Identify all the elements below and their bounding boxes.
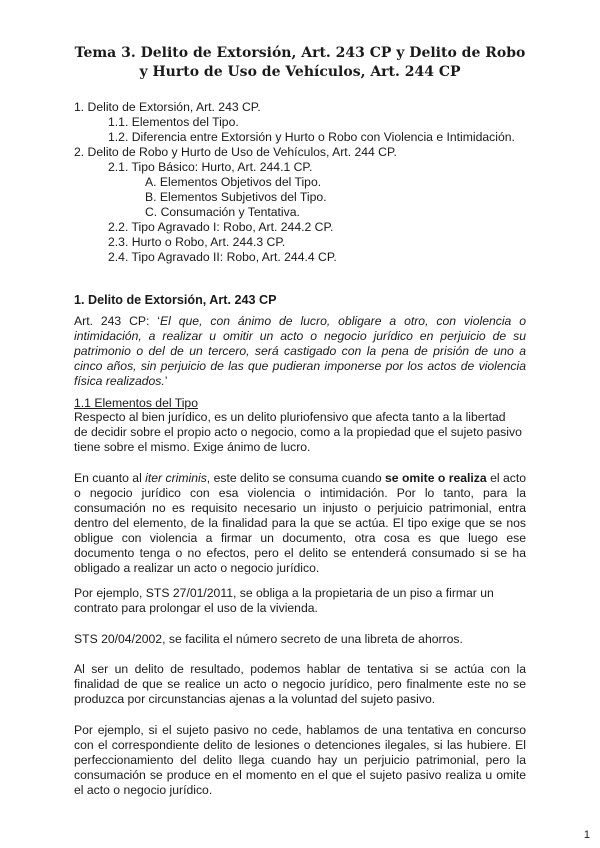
article-quote bbox=[74, 314, 526, 389]
toc-item: 1.1. Elementos del Tipo. bbox=[108, 115, 239, 129]
toc-item: 2.2. Tipo Agravado I: Robo, Art. 244.2 CP. bbox=[108, 220, 334, 234]
paragraph-text: el acto o negocio jurídico con esa violencia o intimidación. Por lo tanto, para la consumación no es requisito necesario un injusto o perjuicio patrimonial, entra dentro del elemento, de la finalidad para la que se actúa. El tipo exige que se nos obligue con violencia a firmar un documento, otra cosa es que luego ese documento tenga o no efectos, pero el delito se entenderá consumado si se ha obligado a realizar un acto o negocio jurídico. bbox=[74, 471, 526, 575]
section-heading: 1. Delito de Extorsión, Art. 243 CP bbox=[74, 293, 277, 307]
toc-item: 2.1. Tipo Básico: Hurto, Art. 244.1 CP. bbox=[108, 160, 313, 174]
paragraph-bien-juridico bbox=[74, 410, 526, 455]
quote-suffix: ’ bbox=[164, 374, 168, 388]
quote-prefix: Art. 243 CP: ‘ bbox=[74, 314, 161, 328]
paragraph-line: Respecto al bien jurídico, es un delito pluriofensivo que afecta tanto a la libertad bbox=[74, 410, 506, 424]
toc-item: 2.4. Tipo Agravado II: Robo, Art. 244.4 CP. bbox=[108, 250, 337, 264]
toc-item: 1.2. Diferencia entre Extorsión y Hurto o Robo con Violencia e Intimidación. bbox=[108, 130, 515, 144]
quote-body: El que, con ánimo de lucro, obligare a otro, con violencia o intimidación, a realizar u omitir un acto o negocio jurídico en perjuicio de su patrimonio o del de un tercero, será castigado con la pena de prisión de uno a cinco años, sin perjuicio de las que pudieran imponerse por los actos de violencia física realizados. bbox=[74, 314, 527, 388]
toc-item: 1. Delito de Extorsión, Art. 243 CP. bbox=[74, 100, 261, 114]
paragraph-text: , este delito se consuma cuando bbox=[206, 471, 386, 485]
paragraph-iter-criminis bbox=[74, 471, 526, 576]
paragraph-text: En cuanto al bbox=[74, 471, 146, 485]
table-of-contents bbox=[74, 100, 554, 265]
paragraph-text: de decidir sobre el propio acto o negocio, como a la propiedad que el sujeto pasivo tiene sobre el mismo. Exige ánimo de lucro. bbox=[74, 425, 522, 454]
toc-item: 2. Delito de Robo y Hurto de Uso de Vehículos, Art. 244 CP. bbox=[74, 145, 397, 159]
bold-term: se omite o realiza bbox=[385, 471, 487, 485]
paragraph-example-3: Por ejemplo, si el sujeto pasivo no cede, hablamos de una tentativa en concurso con el correspondiente delito de lesiones o detenciones ilegales, si las hubiere. El perfeccionamiento del delito llega cuando hay un perjuicio patrimonial, pero la consumación se produce en el momento en el que el sujeto pasivo realiza u omite el acto o negocio jurídico. bbox=[74, 723, 526, 797]
page-number: 1 bbox=[583, 829, 590, 841]
toc-item: 2.3. Hurto o Robo, Art. 244.3 CP. bbox=[108, 235, 286, 249]
toc-item: B. Elementos Subjetivos del Tipo. bbox=[145, 190, 327, 204]
paragraph-tentativa: Al ser un delito de resultado, podemos hablar de tentativa si se actúa con la finalidad de que se realice un acto o negocio jurídico, pero finalmente este no se produzca por circunstancias ajenas a la voluntad del sujeto pasivo. bbox=[74, 662, 526, 706]
toc-item: A. Elementos Objetivos del Tipo. bbox=[145, 175, 322, 189]
paragraph-example-2: STS 20/04/2002, se facilita el número secreto de una libreta de ahorros. bbox=[74, 632, 463, 646]
paragraph-example-1: Por ejemplo, STS 27/01/2011, se obliga a la propietaria de un piso a firmar un contrato para prolongar el uso de la vivienda. bbox=[74, 586, 494, 615]
subsection-heading: 1.1 Elementos del Tipo bbox=[74, 396, 198, 410]
document-title: Tema 3. Delito de Extorsión, Art. 243 CP y Delito de Robo y Hurto de Uso de Vehículos, Art. 244 CP bbox=[74, 45, 526, 80]
italic-term: iter criminis bbox=[145, 471, 207, 485]
toc-item: C. Consumación y Tentativa. bbox=[145, 205, 300, 219]
